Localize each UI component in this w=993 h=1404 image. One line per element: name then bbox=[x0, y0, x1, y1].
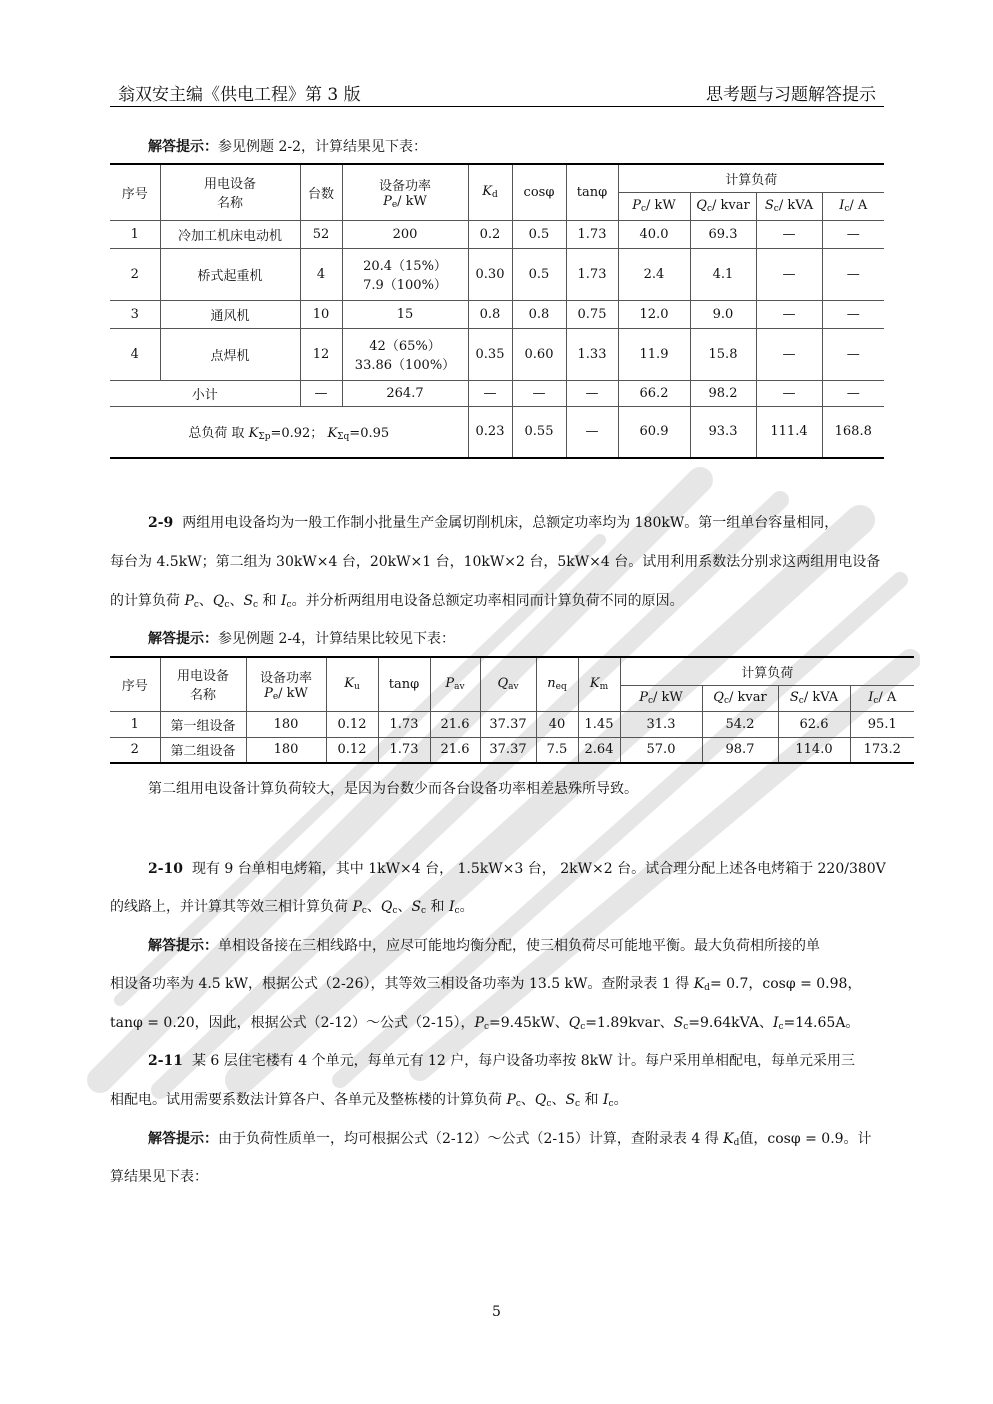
col-tan-header: tanφ bbox=[566, 164, 618, 220]
hint-2-10-line-2: 相设备功率为 4.5 kW，根据公式（2-26），其等效三相设备功率为 13.5 kW。查附录表 1 得 $K_d= 0.7$，cosφ = 0.98， bbox=[110, 976, 862, 993]
load-table-1 bbox=[110, 163, 884, 459]
question-2-11-line-2: 相配电。试用需要系数法计算各户、各单元及整栋楼的计算负荷 $P_c$、$Q_c$、$S_c$ 和 $I_c$。 bbox=[110, 1092, 628, 1109]
conclusion-2-9: 第二组用电设备计算负荷较大，是因为台数少而各台设备功率相差悬殊所导致。 bbox=[148, 781, 638, 797]
header-book-title: 翁双安主编《供电工程》第 3 版 bbox=[118, 85, 361, 105]
table2-header-row-1: 序号 用电设备 名称 设备功率 $P_e/$ kW $K_u$ tanφ $P_{av}$ $Q_{av}$ $n_{eq}$ $K_m$ 计算负荷 bbox=[110, 657, 914, 685]
running-header bbox=[110, 80, 884, 107]
col-count-header: 台数 bbox=[300, 164, 342, 220]
table-total-row: 总负荷 取 $K_{\Sigma p}=0.92$； $K_{\Sigma q}=0.95$ 0.23 0.55 — 60.9 93.3 111.4 168.8 bbox=[110, 406, 884, 458]
table-row: 2 第二组设备 180 0.12 1.73 21.6 37.37 7.5 2.64 57.0 98.7 114.0 173.2 bbox=[110, 737, 914, 763]
col-qc-header: $Q_c/$ kvar bbox=[690, 192, 756, 220]
total-load-label: 总负荷 取 $K_{\Sigma p}=0.92$； $K_{\Sigma q}=0.95$ bbox=[110, 406, 468, 458]
col-power-header: 设备功率 $P_e/$ kW bbox=[342, 164, 468, 220]
question-2-9-line-1: 2-9 两组用电设备均为一般工作制小批量生产金属切削机床，总额定功率均为 180kW。第一组单台容量相同， bbox=[148, 515, 839, 531]
table1-header-row-1 bbox=[110, 164, 884, 192]
hint-text: 参见例题 2-2，计算结果见下表： bbox=[218, 139, 427, 155]
hint-2-11-line-2: 算结果见下表： bbox=[110, 1169, 208, 1185]
table-row: 1 第一组设备 180 0.12 1.73 21.6 37.37 40 1.45 31.3 54.2 62.6 95.1 bbox=[110, 711, 914, 737]
load-table-2 bbox=[110, 656, 914, 764]
col-seq-header: 序号 bbox=[110, 164, 160, 220]
page-number: 5 bbox=[492, 1304, 501, 1320]
watermark-graphic bbox=[80, 440, 920, 1100]
hint-2-8 bbox=[110, 136, 884, 156]
question-2-11-line-1: 2-11 某 6 层住宅楼有 4 个单元，每单元有 12 户，每户设备功率按 8kW 计。每户采用单相配电，每单元采用三 bbox=[148, 1053, 855, 1069]
col-ic-header: $I_c/$ A bbox=[822, 192, 884, 220]
hint-2-10-line-3: tanφ = 0.20，因此，根据公式（2-12）～公式（2-15），$P_c=9.45kW$、$Q_c=1.89kvar$、$S_c=9.64kVA$、$I_c=14.65A$。 bbox=[110, 1015, 860, 1032]
col-device-header: 用电设备 名称 bbox=[160, 164, 300, 220]
col-pc-header: $P_c/$ kW bbox=[618, 192, 690, 220]
question-2-10-line-2: 的线路上，并计算其等效三相计算负荷 $P_c$、$Q_c$、$S_c$ 和 $I_c$。 bbox=[110, 899, 474, 916]
question-number: 2-9 bbox=[148, 515, 174, 531]
table-row: 3 通风机 10 15 0.8 0.8 0.75 12.0 9.0 — — bbox=[110, 300, 884, 328]
hint-2-11-line-1: 解答提示：由于负荷性质单一，均可根据公式（2-12）～公式（2-15）计算，查附录表 4 得 $K_d$值，cosφ = 0.9。计 bbox=[148, 1131, 872, 1148]
col-calc-header: 计算负荷 bbox=[618, 164, 884, 192]
hint-2-9: 解答提示：参见例题 2-4，计算结果比较见下表： bbox=[148, 631, 455, 647]
question-2-9-line-3: 的计算负荷 $P_c$、$Q_c$、$S_c$ 和 $I_c$。并分析两组用电设备总额定功率相同而计算负荷不同的原因。 bbox=[110, 593, 684, 610]
question-2-9-line-2: 每台为 4.5kW；第二组为 30kW×4 台，20kW×1 台，10kW×2 台，5kW×4 台。试用利用系数法分别求这两组用电设备 bbox=[110, 554, 881, 570]
header-section-title: 思考题与习题解答提示 bbox=[706, 85, 876, 105]
hint-label: 解答提示： bbox=[148, 139, 218, 155]
hint-2-10-line-1: 解答提示：单相设备接在三相线路中，应尽可能地均衡分配，使三相负荷尽可能地平衡。最大负荷相所接的单 bbox=[148, 938, 820, 954]
table-row: 2 桥式起重机 4 20.4（15%） 7.9（100%） 0.30 0.5 1.73 2.4 4.1 — — bbox=[110, 248, 884, 300]
col-cos-header: cosφ bbox=[512, 164, 566, 220]
table2-header-row-2: $P_c/$ kW $Q_c/$ kvar $S_c/$ kVA $I_c/$ A bbox=[110, 685, 914, 711]
table-subtotal-row: 小计 — 264.7 — — — 66.2 98.2 — — bbox=[110, 380, 884, 406]
table-row: 1 冷加工机床电动机 52 200 0.2 0.5 1.73 40.0 69.3 — — bbox=[110, 220, 884, 248]
question-2-10-line-1: 2-10 现有 9 台单相电烤箱，其中 1kW×4 台， 1.5kW×3 台， 2kW×2 台。试合理分配上述各电烤箱于 220/380V bbox=[148, 861, 886, 877]
col-sc-header: $S_c/$ kVA bbox=[756, 192, 822, 220]
table-row: 4 点焊机 12 42（65%） 33.86（100%） 0.35 0.60 1.33 11.9 15.8 — — bbox=[110, 328, 884, 380]
col-kd-header: $K_d$ bbox=[468, 164, 512, 220]
